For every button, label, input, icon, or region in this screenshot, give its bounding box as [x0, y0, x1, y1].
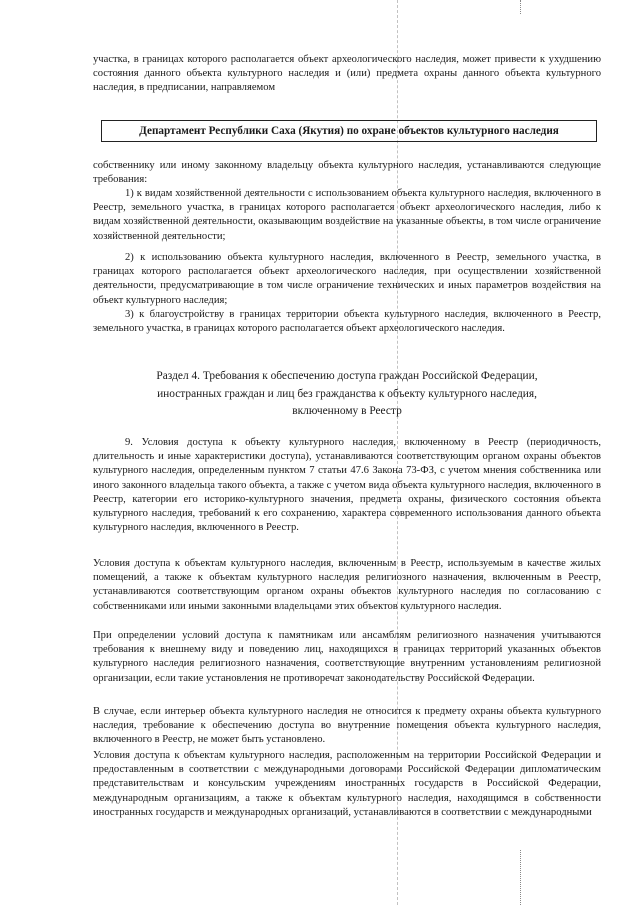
paragraph-residential-access: Условия доступа к объектам культурного наследия, включенным в Реестр, используемым в качестве жилых помещений, а также к объектам культурного наследия религиозного назначения, включенным в Реестр, устанавливаются соответствующим органом охраны объектов культурного наследия по согласованию с собственниками или иными законными владельцами этих объектов культурного наследия. — [93, 558, 601, 612]
clause-9: 9. Условия доступа к объекту культурного наследия, включенному в Реестр (периодичность, длительность и иные характеристики доступа), устанавливаются соответствующим органом охраны объектов культурного наследия, определенным пунктом 7 статьи 47.6 Закона 73-ФЗ, с учетом мнения собственника или иного законного владельца такого объекта, а также с учетом вида объекта культурного наследия, включенного в Реестр, категории его историко-культурного значения, предмета охраны, физического состояния объекта культурного наследия, требований к его сохранению, характера современного использования данного объекта культурного наследия, включенного в Реестр. — [93, 437, 601, 534]
paragraph-diplomatic: Условия доступа к объектам культурного наследия, расположенным на территории Российской Федерации и предоставленным в соответствии с международными договорами Российской Федерации дипломатическим представительствам и консульским учреждениям иностранных государств в Российской Федерации, международным организациям, а также к объектам культурного наследия, находящимся в собственности иностранных государств и международных организаций, устанавливаются в соответствии с международными — [93, 750, 601, 818]
requirement-item-3: 3) к благоустройству в границах территории объекта культурного наследия, включенного в Реестр, земельного участка, в границах которого располагается объект археологического наследия. — [93, 309, 601, 335]
requirement-item-2: 2) к использованию объекта культурного наследия, включенного в Реестр, земельного участка, в границах которого располагается объект археологического наследия, при осуществлении хозяйственной деятельности, предусматривающие в том числе ограничение технических и иных параметров воздействия на объект культурного наследия; — [93, 252, 601, 306]
section-heading-line-3: включенному в Реестр — [292, 405, 402, 417]
paragraph-religious-access: При определении условий доступа к памятникам или ансамблям религиозного назначения учитываются требования к внешнему виду и поведению лиц, находящихся в границах территорий указанных объектов культурного наследия религиозного назначения, соответствующие внутренним установлениям религиозной организации, если такие установления не противоречат законодательству Российской Федерации. — [93, 630, 601, 684]
section-heading-line-1: Раздел 4. Требования к обеспечению доступа граждан Российской Федерации, — [156, 370, 538, 382]
scan-mark-bottom — [520, 850, 521, 905]
department-stamp: Департамент Республики Саха (Якутия) по охране объектов культурного наследия — [101, 120, 597, 142]
scan-mark-top — [520, 0, 521, 14]
requirement-item-1: 1) к видам хозяйственной деятельности с использованием объекта культурного наследия, включенного в Реестр, земельного участка, в границах которого располагается объект археологического наследия, либо к видам хозяйственной деятельности, оказывающим воздействие на указанные объекты, в том числе ограничение хозяйственной деятельности; — [93, 188, 601, 242]
paragraph-owner: собственнику или иному законному владельцу объекта культурного наследия, устанавливаются следующие требования: — [93, 160, 601, 186]
section-heading — [93, 368, 601, 421]
paragraph-interior: В случае, если интерьер объекта культурного наследия не относится к предмету охраны объекта культурного наследия, требование к обеспечению доступа во внутренние помещения объекта культурного наследия, включенного в Реестр, не может быть установлено. — [93, 706, 601, 746]
section-heading-line-2: иностранных граждан и лиц без гражданства к объекту культурного наследия, — [157, 387, 537, 400]
paragraph-continuation: участка, в границах которого располагается объект археологического наследия, может привести к ухудшению состояния данного объекта культурного наследия и (или) предмета охраны данного объекта культурного наследия, в предписании, направляемом — [93, 54, 601, 94]
